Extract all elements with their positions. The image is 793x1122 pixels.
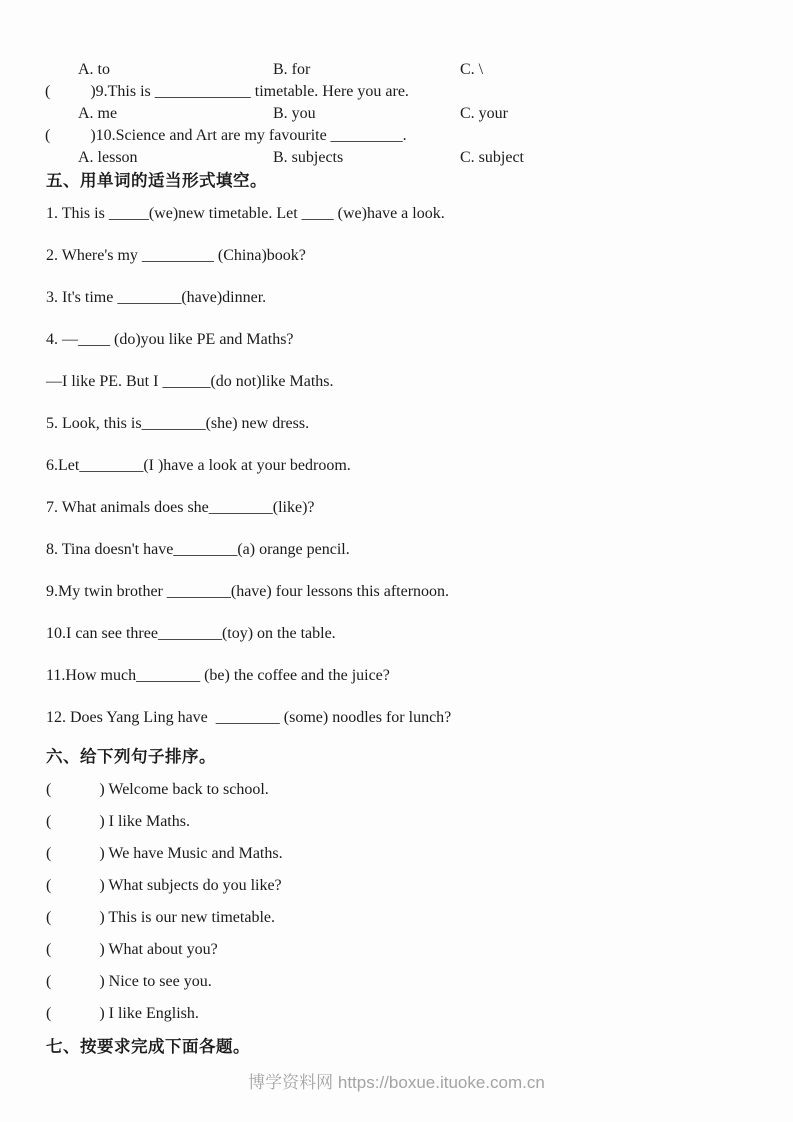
option-b: B. you [273,105,316,122]
fill-blank-item: 1. This is _____(we)new timetable. Let ____ (we)have a look. [46,205,445,222]
option-c: C. your [460,105,508,122]
option-a: A. to [78,61,110,78]
option-c: C. \ [460,61,484,78]
option-c: C. subject [460,149,524,166]
ordering-item: ( ) What about you? [46,941,218,958]
fill-blank-item: 8. Tina doesn't have________(a) orange pencil. [46,541,350,558]
choice-options-row [0,103,793,125]
fill-blank-item-continuation: —I like PE. But I ______(do not)like Maths. [46,373,334,390]
fill-blank-item: 12. Does Yang Ling have ________ (some) noodles for lunch? [46,709,452,726]
ordering-item: ( ) Nice to see you. [46,973,212,990]
fill-blank-item: 11.How much________ (be) the coffee and the juice? [46,667,390,684]
section-7-title: 七、按要求完成下面各题。 [46,1037,250,1056]
fill-blank-item: 7. What animals does she________(like)? [46,499,315,516]
ordering-item: ( ) What subjects do you like? [46,877,282,894]
fill-blank-item: 4. —____ (do)you like PE and Maths? [46,331,294,348]
ordering-item: ( ) We have Music and Maths. [46,845,283,862]
option-a: A. me [78,105,118,122]
multiple-choice-section [0,0,793,169]
section-6-ordering [0,780,793,1024]
ordering-item: ( ) I like Maths. [46,813,190,830]
fill-blank-item: 9.My twin brother ________(have) four lessons this afternoon. [46,583,450,600]
fill-blank-item: 3. It's time ________(have)dinner. [46,289,267,306]
section-5-title: 五、用单词的适当形式填空。 [46,171,267,190]
fill-blank-item: 5. Look, this is________(she) new dress. [46,415,310,432]
section-6-title: 六、给下列句子排序。 [46,747,216,766]
ordering-item: ( ) Welcome back to school. [46,781,269,798]
choice-question-9: ( )9.This is ____________ timetable. Here you are. [45,83,409,100]
footer-watermark: 博学资料网 https://boxue.ituoke.com.cn [248,1073,545,1092]
option-a: A. lesson [78,149,138,166]
fill-blank-item: 2. Where's my _________ (China)book? [46,247,306,264]
section-5-fill-blanks [0,204,793,728]
choice-options-row [0,147,793,169]
choice-question-10: ( )10.Science and Art are my favourite _________. [45,127,407,144]
fill-blank-item: 10.I can see three________(toy) on the table. [46,625,336,642]
option-b: B. for [273,61,311,78]
ordering-item: ( ) This is our new timetable. [46,909,275,926]
option-b: B. subjects [273,149,344,166]
fill-blank-item: 6.Let________(I )have a look at your bedroom. [46,457,351,474]
choice-options-row [0,59,793,81]
ordering-item: ( ) I like English. [46,1005,199,1022]
